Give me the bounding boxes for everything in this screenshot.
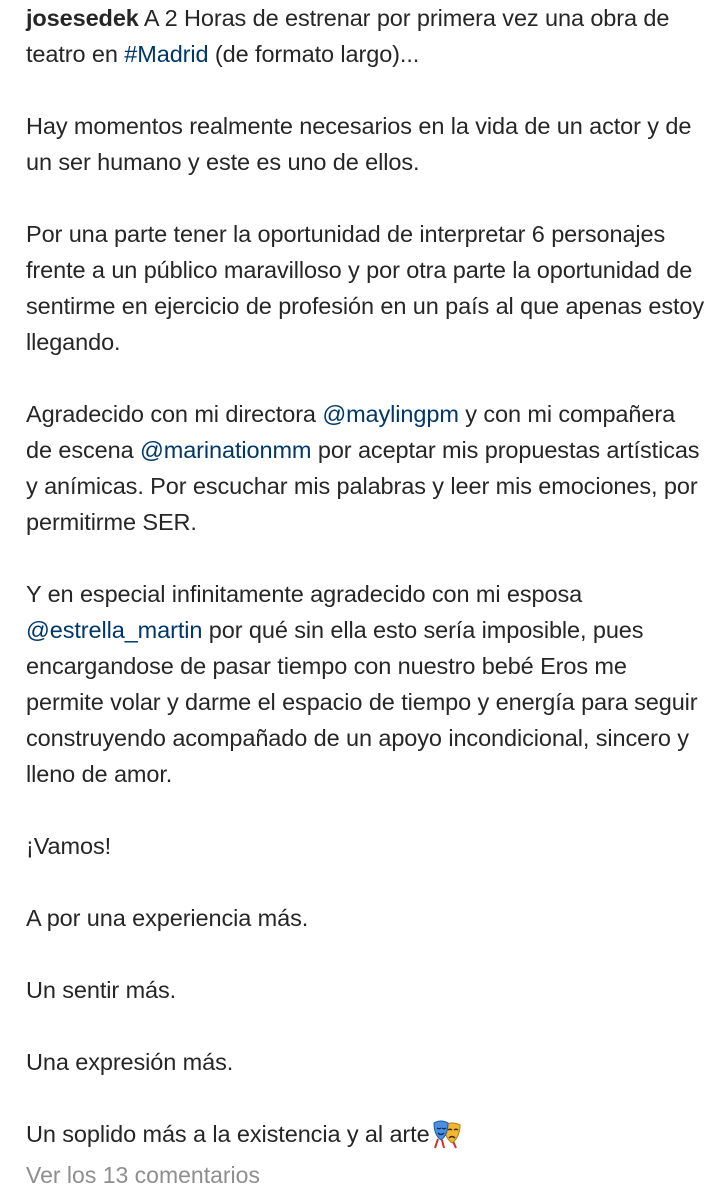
caption-text: A 2 Horas de estrenar por primera vez una obra de teatro en <box>26 5 670 67</box>
caption-paragraph: A por una experiencia más. <box>26 905 309 931</box>
caption-paragraph-wife <box>26 576 706 792</box>
caption-text: por aceptar mis propuestas artísticas y anímicas. Por escuchar mis palabras y leer mis emociones, por permitirme SER. <box>26 437 700 535</box>
caption-paragraph: Hay momentos realmente necesarios en la vida de un actor y de un ser humano y este es uno de ellos. <box>26 113 692 175</box>
performing-arts-masks-icon <box>432 1119 462 1149</box>
mention-maylingpm-link[interactable]: @maylingpm <box>322 401 459 427</box>
caption-text: y con mi compañera de escena <box>26 401 676 463</box>
post-caption <box>26 0 706 1188</box>
caption-paragraph: ¡Vamos! <box>26 833 112 859</box>
caption-paragraph-intro <box>26 0 706 72</box>
caption-paragraph: Un sentir más. <box>26 977 177 1003</box>
caption-paragraph-last <box>26 1116 706 1152</box>
caption-text: Un soplido más a la existencia y al arte <box>26 1121 430 1147</box>
caption-paragraph: Por una parte tener la oportunidad de interpretar 6 personajes frente a un público maravilloso y por otra parte la oportunidad de sentirme en ejercicio de profesión en un país al que apenas estoy llegando. <box>26 221 705 355</box>
caption-paragraph-thanks <box>26 396 706 540</box>
caption-text: Agradecido con mi directora <box>26 401 323 427</box>
username-link[interactable]: josesedek <box>26 5 139 31</box>
mention-marinationmm-link[interactable]: @marinationmm <box>139 437 312 463</box>
caption-paragraph: Una expresión más. <box>26 1049 234 1075</box>
caption-text: por qué sin ella esto sería imposible, pues encargandose de pasar tiempo con nuestro bebé Eros me permite volar y darme el espacio de tiempo y energía para seguir construyendo acompañado de un apoyo incondicional, sincero y lleno de amor. <box>26 617 698 787</box>
caption-text: (de formato largo)... <box>208 41 420 67</box>
view-comments-link[interactable]: Ver los 13 comentarios <box>26 1162 260 1188</box>
caption-text: Y en especial infinitamente agradecido con mi esposa <box>26 581 583 607</box>
hashtag-madrid-link[interactable]: #Madrid <box>124 41 209 67</box>
mention-estrella-martin-link[interactable]: @estrella_martin <box>26 617 203 643</box>
